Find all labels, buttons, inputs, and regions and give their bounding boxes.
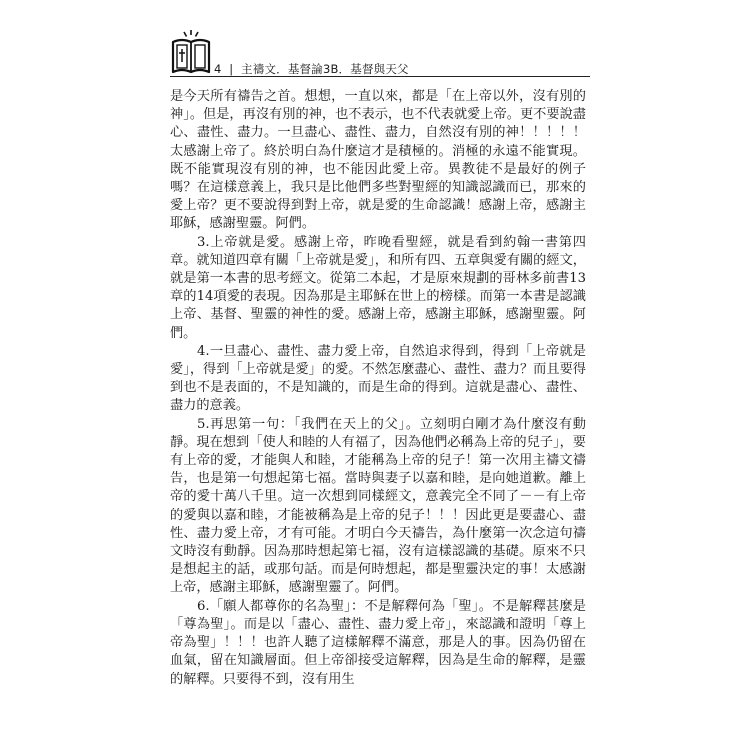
paragraph: 3.上帝就是愛。感謝上帝，昨晚看聖經，就是看到約翰一書第四章。就知道四章有關「上帝就是愛」，和所有四、五章與愛有關的經文，就是第一本書的思考經文。從第二本起，才是原來規劃的哥林多前書13章的14項愛的表現。因為那是主耶穌在世上的榜樣。而第一本書是認識上帝、基督、聖靈的神性的愛。感謝上帝，感謝主耶穌，感謝聖靈。阿們。 (170, 234, 586, 341)
page-number: 4 (214, 62, 222, 76)
running-head-text (214, 61, 409, 77)
running-title: 主禱文．基督論3B．基督與天父 (241, 62, 409, 76)
book-with-cross-icon (170, 28, 212, 76)
paragraph: 5.再思第一句：「我們在天上的父」。立刻明白剛才為什麼沒有動靜。現在想到「使人和睦的人有福了，因為他們必稱為上帝的兒子」，要有上帝的愛，才能與人和睦，才能稱為上帝的兒子！第一次用主禱文禱告，也是第一句想起第七福。當時與妻子以嘉和睦，是向她道歉。離上帝的愛十萬八千里。這一次想到同樣經文，意義完全不同了－－有上帝的愛與以嘉和睦，才能被稱為是上帝的兒子！！！因此更是要盡心、盡性、盡力愛上帝，才有可能。才明白今天禱告，為什麼第一次念這句禱文時沒有動靜。因為那時想起第七福，沒有這樣認識的基礎。原來不只是想起主的話，或那句話。而是何時想起，都是聖靈決定的事！太感謝上帝，感謝主耶穌，感謝聖靈了。阿們。 (170, 416, 586, 596)
page-body (170, 88, 586, 689)
header-separator: | (225, 62, 238, 76)
paragraph: 6.「願人都尊你的名為聖」：不是解釋何為「聖」。不是解釋甚麼是「尊為聖」。而是以「盡心、盡性、盡力愛上帝」，來認識和證明「尊上帝為聖」！！！也許人聽了這樣解釋不滿意，那是人的事。因為仍留在血氣，留在知識層面。但上帝卻接受這解釋，因為是生命的解釋，是靈的解釋。只要得不到，沒有用生 (170, 598, 586, 687)
paragraph: 4.一旦盡心、盡性、盡力愛上帝，自然追求得到，得到「上帝就是愛」，得到「上帝就是愛」的愛。不然怎麼盡心、盡性、盡力？而且要得到也不是表面的，不是知識的，而是生命的得到。這就是盡心、盡性、盡力的意義。 (170, 343, 586, 414)
header-rule (170, 76, 590, 77)
running-header (170, 28, 590, 86)
paragraph: 是今天所有禱告之首。想想，一直以來，都是「在上帝以外，沒有別的神」。但是，再沒有別的神，也不表示，也不代表就愛上帝。更不要說盡心、盡性、盡力。一旦盡心、盡性、盡力，自然沒有別的神！！！！！太感謝上帝了。終於明白為什麼這才是積極的。消極的永遠不能實現。既不能實現沒有別的神，也不能因此愛上帝。異教徒不是最好的例子嗎？在這樣意義上，我只是比他們多些對聖經的知識認識而已，那來的愛上帝？更不要說得到對上帝，就是愛的生命認識！感謝上帝，感謝主耶穌，感謝聖靈。阿們。 (170, 89, 586, 232)
